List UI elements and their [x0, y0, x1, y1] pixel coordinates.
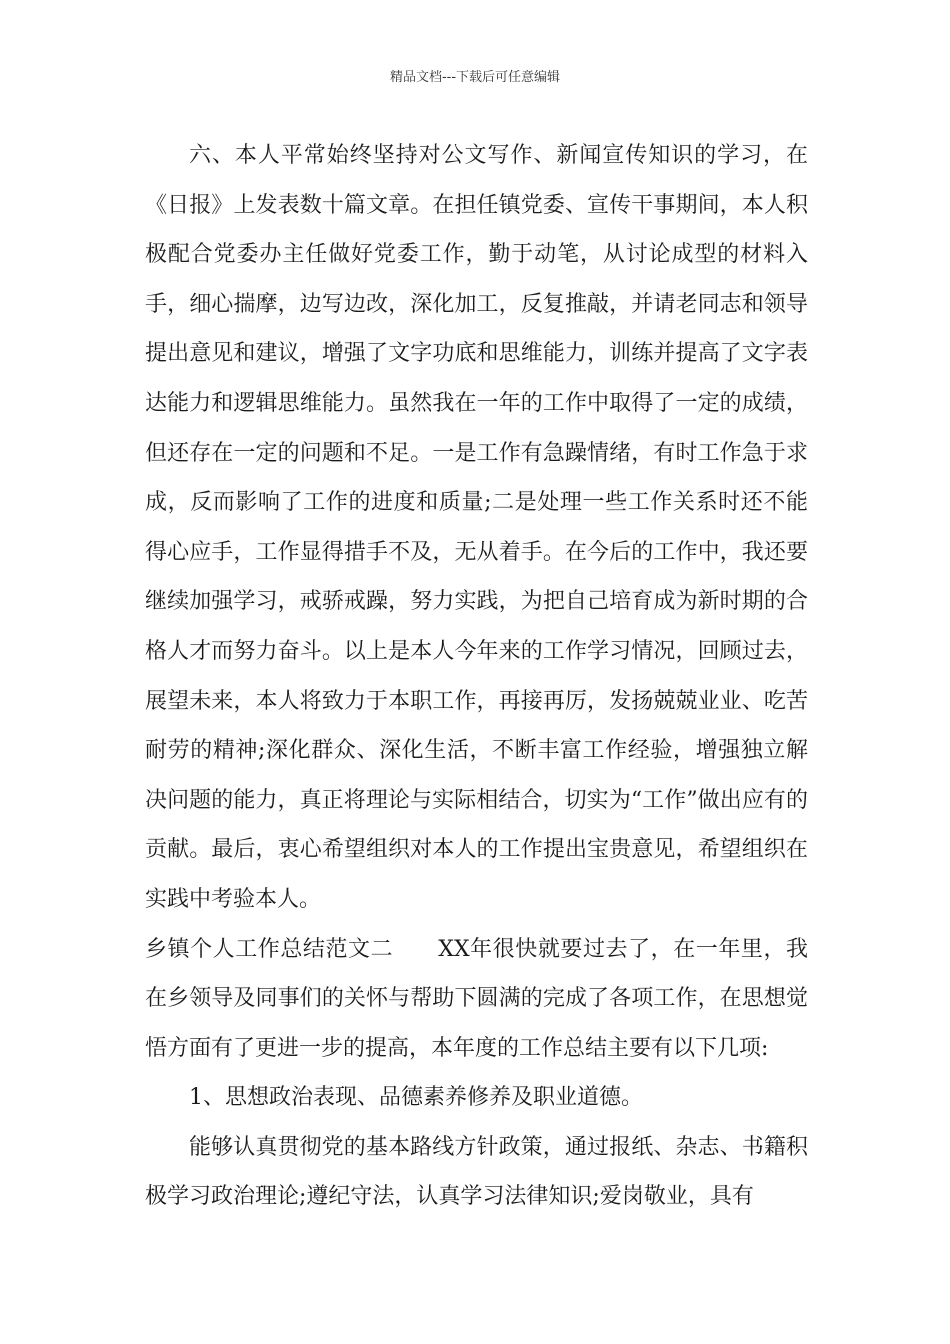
paragraph-sample-two-intro: 乡镇个人工作总结范文二 XX年很快就要过去了，在一年里，我在乡领导及同事们的关怀与帮助下圆满的完成了各项工作，在思想觉悟方面有了更进一步的提高，本年度的工作总结主要有以下几项: [145, 936, 808, 1061]
paragraph-self-summary: 六、本人平常始终坚持对公文写作、新闻宣传知识的学习，在《日报》上发表数十篇文章。在担任镇党委、宣传干事期间，本人积极配合党委办主任做好党委工作，勤于动笔，从讨论成型的材料入手，细心揣摩，边写边改，深化加工，反复推敲，并请老同志和领导提出意见和建议，增强了文字功底和思维能力，训练并提高了文字表达能力和逻辑思维能力。虽然我在一年的工作中取得了一定的成绩，但还存在一定的问题和不足。一是工作有急躁情绪，有时工作急于求成，反而影响了工作的进度和质量;二是处理一些工作关系时还不能得心应手，工作显得措手不及，无从着手。在今后的工作中，我还要继续加强学习，戒骄戒躁，努力实践，为把自己培育成为新时期的合格人才而努力奋斗。以上是本人今年来的工作学习情况，回顾过去，展望未来，本人将致力于本职工作，再接再厉，发扬兢兢业业、吃苦耐劳的精神;深化群众、深化生活，不断丰富工作经验，增强独立解决问题的能力，真正将理论与实际相结合，切实为“工作”做出应有的贡献。最后，衷心希望组织对本人的工作提出宝贵意见，希望组织在实践中考验本人。 [145, 143, 808, 912]
paragraph-section-heading: 1、思想政治表现、品德素养修养及职业道德。 [189, 1085, 643, 1111]
document-body [145, 131, 808, 1222]
paragraph-political-study: 能够认真贯彻党的基本路线方针政策，通过报纸、杂志、书籍积极学习政治理论;遵纪守法，认真学习法律知识;爱岗敬业，具有 [145, 1134, 808, 1210]
page-header: 精品文档---下载后可任意编辑 [389, 70, 561, 85]
